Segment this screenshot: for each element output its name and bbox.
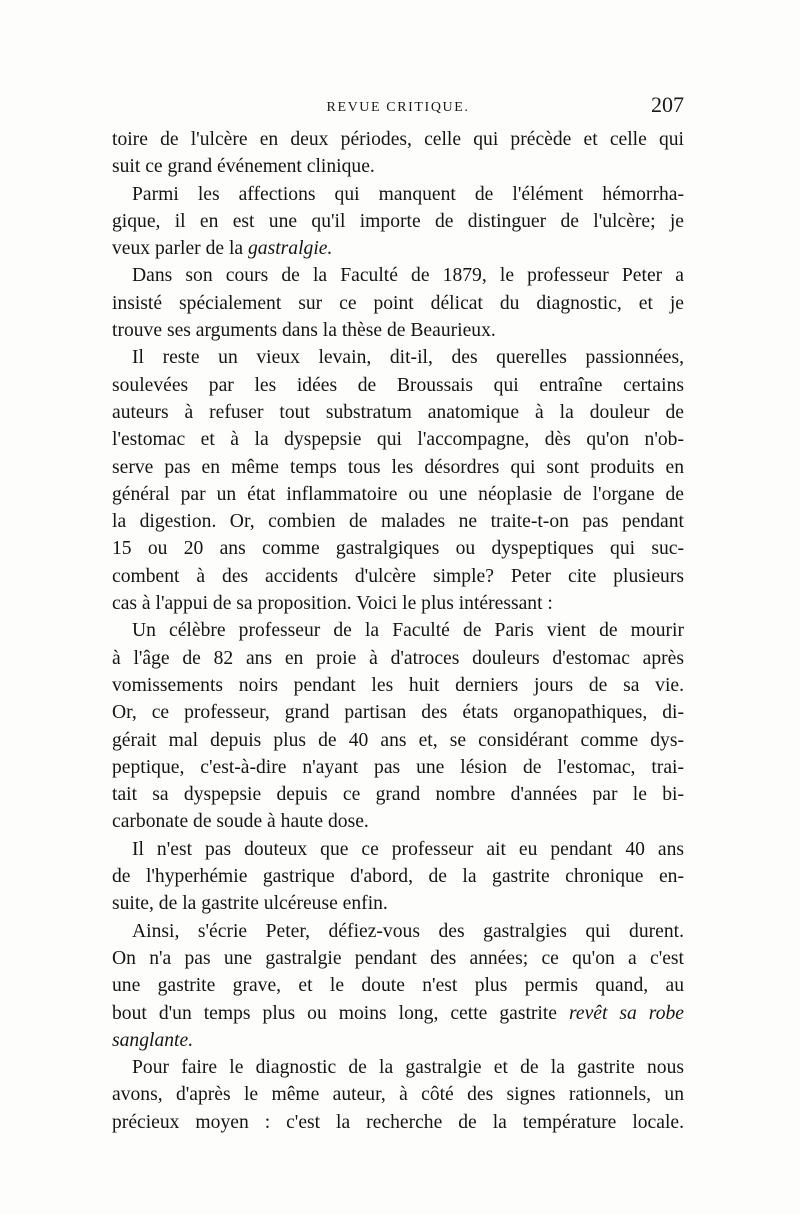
text-line: l'estomac et à la dyspepsie qui l'accompagne, dès qu'on n'ob- [112, 429, 684, 451]
italic-text: gastralgie. [248, 238, 333, 260]
text-line: soulevées par les idées de Broussais qui entraîne certains [112, 374, 684, 396]
text-line [112, 235, 684, 262]
text-line: Il reste un vieux levain, dit-il, des querelles passionnées, [132, 347, 684, 369]
text-line: suit ce grand événement clinique. [112, 156, 375, 178]
text-line: Dans son cours de la Faculté de 1879, le professeur Peter a [132, 265, 684, 287]
text-line: cas à l'appui de sa proposition. Voici le plus intéressant : [112, 593, 553, 615]
text-line: trouve ses arguments dans la thèse de Beaurieux. [112, 320, 496, 342]
text-line: 15 ou 20 ans comme gastralgiques ou dyspeptiques qui suc- [112, 538, 684, 560]
text-line: gérait mal depuis plus de 40 ans et, se considérant comme dys- [112, 729, 684, 751]
body-text [112, 126, 684, 1136]
text-line: auteurs à refuser tout substratum anatomique à la douleur de [112, 401, 684, 423]
text-line: précieux moyen : c'est la recherche de la température locale. [112, 1111, 684, 1133]
text-line: général par un état inflammatoire ou une néoplasie de l'organe de [112, 483, 684, 505]
text-line: à l'âge de 82 ans en proie à d'atroces douleurs d'estomac après [112, 647, 684, 669]
text-line: Ainsi, s'écrie Peter, défiez-vous des gastralgies qui durent. [132, 920, 684, 942]
text-line: toire de l'ulcère en deux périodes, celle qui précède et celle qui [112, 129, 684, 150]
text-line: Or, ce professeur, grand partisan des états organopathiques, di- [112, 702, 684, 724]
text-line: carbonate de soude à haute dose. [112, 811, 369, 833]
text-line: Parmi les affections qui manquent de l'élément hémorrha- [132, 183, 684, 205]
text-line: la digestion. Or, combien de malades ne traite-t-on pas pendant [112, 511, 684, 533]
text-line: tait sa dyspepsie depuis ce grand nombre d'années par le bi- [112, 784, 684, 806]
text-line: Il n'est pas douteux que ce professeur ait eu pendant 40 ans [132, 838, 684, 860]
text-segment: veux parler de la [112, 238, 248, 260]
text-line: combent à des accidents d'ulcère simple? Peter cite plusieurs [112, 565, 684, 587]
text-line: On n'a pas une gastralgie pendant des années; ce qu'on a c'est [112, 947, 684, 969]
page-header [112, 92, 684, 122]
text-line: suite, de la gastrite ulcéreuse enfin. [112, 893, 388, 915]
text-line [112, 1027, 684, 1054]
text-segment: bout d'un temps plus ou moins long, cette gastrite [112, 1002, 569, 1024]
page-number: 207 [651, 92, 684, 117]
text-line: gique, il en est une qu'il importe de distinguer de l'ulcère; je [112, 210, 684, 232]
text-line: Pour faire le diagnostic de la gastralgie et de la gastrite nous [132, 1057, 684, 1079]
running-title: REVUE CRITIQUE. [326, 100, 470, 115]
text-line: avons, d'après le même auteur, à côté des signes rationnels, un [112, 1084, 684, 1106]
italic-text: revêt sa robe [568, 1002, 684, 1024]
text-line [112, 1000, 684, 1027]
text-line: une gastrite grave, et le doute n'est plus permis quand, au [112, 975, 684, 997]
text-line: insisté spécialement sur ce point délicat du diagnostic, et je [112, 292, 684, 314]
text-line: peptique, c'est-à-dire n'ayant pas une lésion de l'estomac, trai- [112, 756, 684, 778]
italic-text: sanglante. [112, 1029, 194, 1051]
text-line: Un célèbre professeur de la Faculté de Paris vient de mourir [132, 620, 684, 642]
text-line: vomissements noirs pendant les huit derniers jours de sa vie. [112, 674, 684, 696]
text-line: de l'hyperhémie gastrique d'abord, de la gastrite chronique en- [112, 866, 684, 888]
text-line: serve pas en même temps tous les désordres qui sont produits en [112, 456, 684, 478]
